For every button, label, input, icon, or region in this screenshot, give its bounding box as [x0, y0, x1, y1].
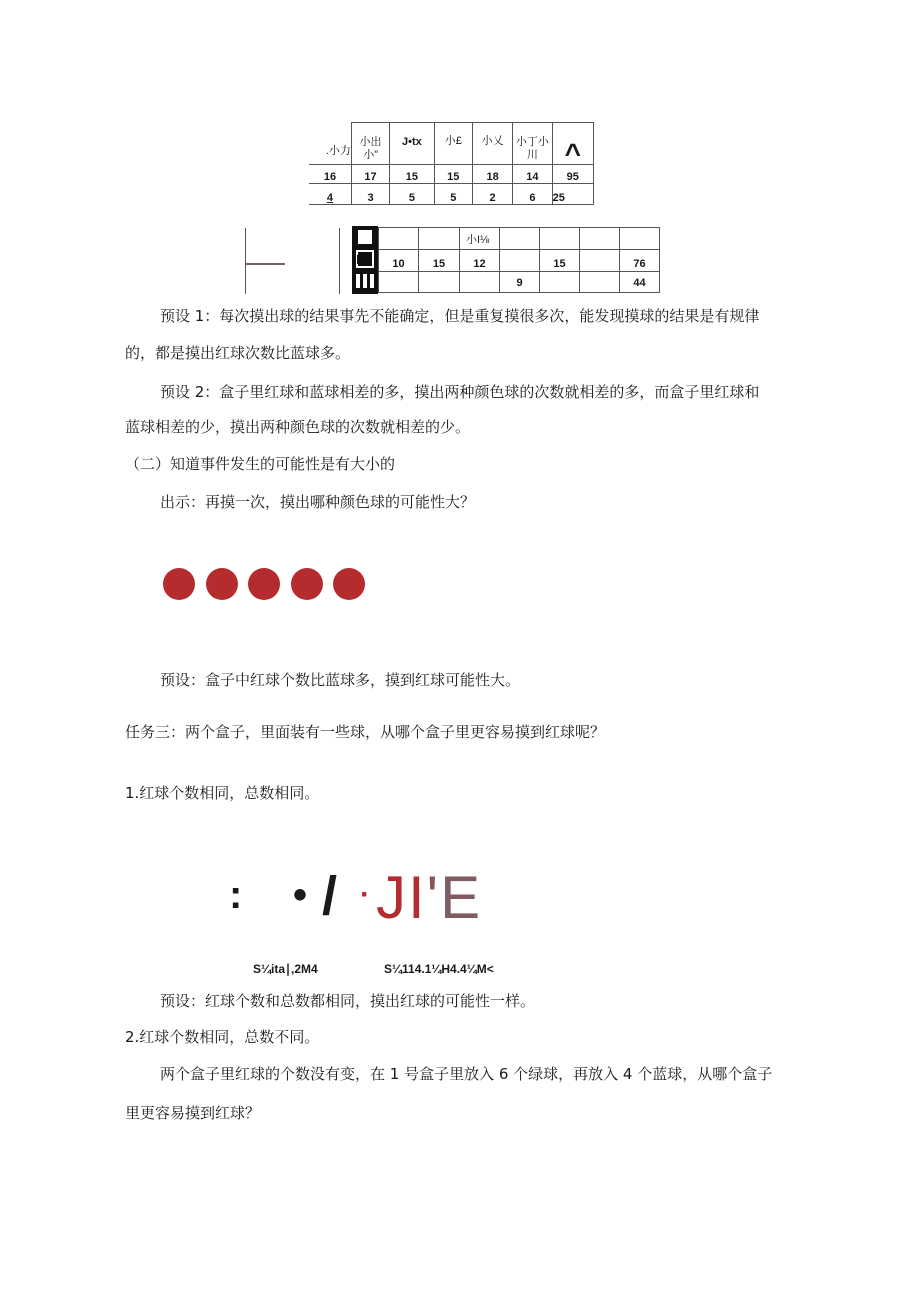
- table1-header-cell: 小乂: [472, 123, 512, 165]
- table2-cell: [580, 250, 620, 272]
- table2-cell: 15: [419, 250, 460, 272]
- table2-left-line-2: [339, 228, 340, 294]
- table1-header-cell: 小£: [434, 123, 472, 165]
- figure-big-text: JI'E: [376, 864, 483, 931]
- table1-cell: 4: [309, 184, 351, 205]
- para-3-line-2: 里更容易摸到红球？: [125, 1104, 261, 1122]
- table1-cell: 2: [472, 184, 512, 205]
- table1-cell: 14: [513, 165, 552, 184]
- table1-cell: 95: [552, 165, 593, 184]
- table1-cell: 18: [472, 165, 512, 184]
- table2-cell: [580, 272, 620, 293]
- table2-cell: 44: [620, 272, 660, 293]
- red-ball: [206, 568, 238, 600]
- figure-label-left: S¼ita∣,2M4: [253, 962, 318, 976]
- task-3: 任务三：两个盒子，里面装有一些球，从哪个盒子里更容易摸到红球呢？: [125, 723, 606, 741]
- preset-2-line-1: 预设 2：盒子里红球和蓝球相差的多，摸出两种颜色球的次数就相差的多，而盒子里红球和: [160, 383, 760, 401]
- table2-header-cell: 小I⅛: [460, 228, 500, 250]
- table1-cell: 15: [390, 165, 434, 184]
- para-3-line-1: 两个盒子里红球的个数没有变，在 1 号盒子里放入 6 个绿球，再放入 4 个蓝球，从哪个盒子: [160, 1065, 773, 1083]
- item-2: 2.红球个数相同，总数不同。: [125, 1028, 320, 1046]
- table2-header-cell: [500, 228, 540, 250]
- red-ball: [248, 568, 280, 600]
- table2-cell: [460, 272, 500, 293]
- table1-header-cell: J•tx: [390, 123, 434, 165]
- table2-header-cell: [580, 228, 620, 250]
- table2-cell: 76: [620, 250, 660, 272]
- figure-colon: :: [229, 873, 243, 917]
- table2-cell: 12: [460, 250, 500, 272]
- table2-icon-block: [352, 226, 378, 294]
- show-question: 出示：再摸一次，摸出哪种颜色球的可能性大？: [160, 493, 476, 511]
- red-ball: [291, 568, 323, 600]
- table2-cell: 10: [379, 250, 419, 272]
- table2-header-cell: [540, 228, 580, 250]
- table-1: [309, 122, 594, 205]
- table2-header-cell: [379, 228, 419, 250]
- section-2-heading: （二）知道事件发生的可能性是有大小的: [125, 455, 396, 473]
- table-2: [378, 227, 660, 293]
- preset-3: 预设：盒子中红球个数比蓝球多，摸到红球可能性大。: [160, 671, 521, 689]
- table2-cell: 9: [500, 272, 540, 293]
- table1-header-cell: 小丁小 川: [513, 123, 552, 165]
- item-1: 1.红球个数相同，总数相同。: [125, 784, 320, 802]
- table1-cell: 17: [351, 165, 389, 184]
- table2-cell: [500, 250, 540, 272]
- table2-cell: 15: [540, 250, 580, 272]
- preset-4: 预设：红球个数和总数都相同，摸出红球的可能性一样。: [160, 992, 536, 1010]
- table2-left-dash: [246, 263, 285, 265]
- table2-header-cell: [620, 228, 660, 250]
- table1-cell: 6: [513, 184, 552, 205]
- table1-header-cell: ^: [552, 123, 593, 165]
- table1-cell: 16: [309, 165, 351, 184]
- figure-small-dot: ·: [360, 878, 370, 911]
- table1-cell: 5: [390, 184, 434, 205]
- red-ball: [163, 568, 195, 600]
- table1-header-cell: .小力: [309, 123, 351, 165]
- table1-cell: 15: [434, 165, 472, 184]
- table1-cell: 25: [552, 184, 593, 205]
- preset-1-line-2: 的，都是摸出红球次数比蓝球多。: [125, 344, 351, 362]
- table2-cell: [419, 272, 460, 293]
- red-ball: [333, 568, 365, 600]
- figure-slash: /: [322, 866, 338, 926]
- figure-dot: •: [293, 873, 308, 917]
- table2-cell: [540, 272, 580, 293]
- table1-cell: 5: [434, 184, 472, 205]
- table1-header-cell: 小出 小”: [351, 123, 389, 165]
- figure-label-right: S¼114.1¼H4.4¼M<: [384, 962, 494, 976]
- table2-left-line: [245, 228, 246, 294]
- table2-header-cell: [419, 228, 460, 250]
- table1-cell: 3: [351, 184, 389, 205]
- table2-cell: [379, 272, 419, 293]
- preset-2-line-2: 蓝球相差的少，摸出两种颜色球的次数就相差的少。: [125, 418, 471, 436]
- preset-1-line-1: 预设 1：每次摸出球的结果事先不能确定，但是重复摸很多次，能发现摸球的结果是有规律: [160, 307, 760, 325]
